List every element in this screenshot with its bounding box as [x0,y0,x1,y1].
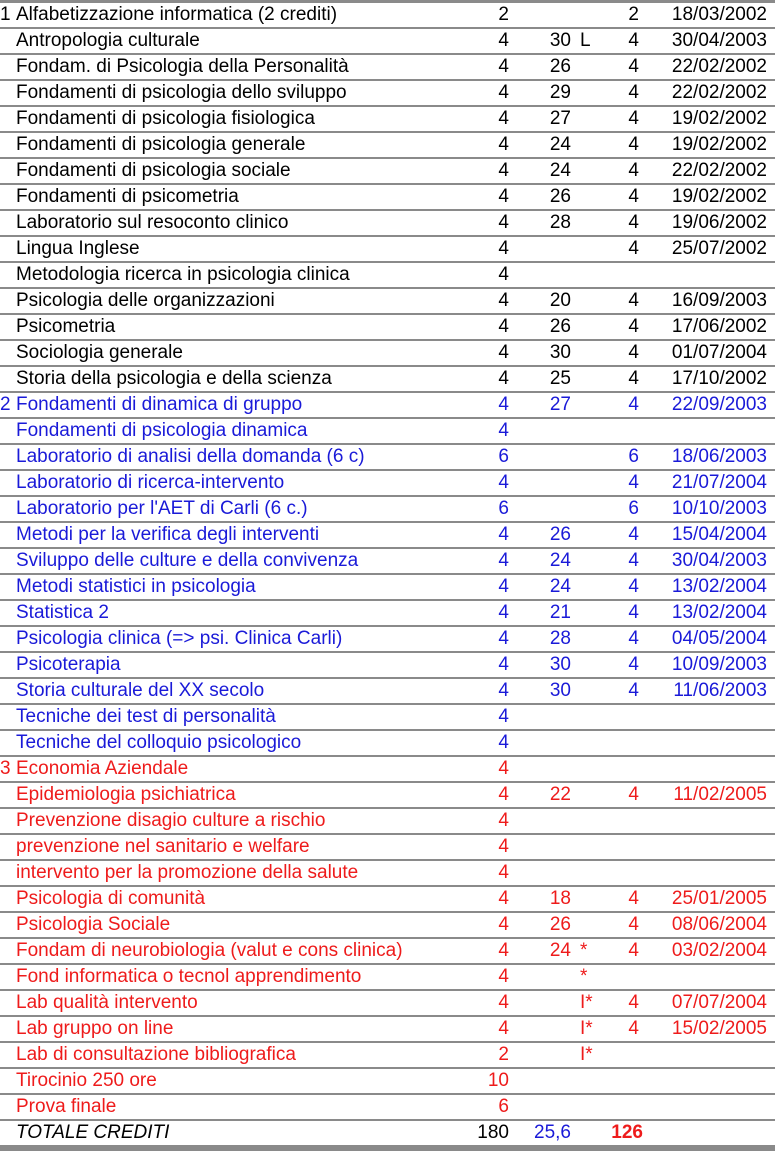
course-grade: 29 [549,82,571,103]
table-row [0,809,775,835]
course-name: Fondamenti di psicologia dello sviluppo [16,82,347,103]
course-name: Storia della psicologia e della scienza [16,368,332,389]
course-credits: 4 [498,810,509,831]
exam-date: 19/02/2002 [671,186,767,207]
exam-date: 18/06/2003 [671,446,767,467]
table-row [0,679,775,705]
course-grade: 26 [549,524,571,545]
table-row [0,705,775,731]
exam-date: 17/06/2002 [671,316,767,337]
course-name: Psicoterapia [16,654,121,675]
earned-credits: 126 [611,1122,643,1143]
earned-credits: 4 [628,784,639,805]
table-row [0,1095,775,1121]
average-grade: 25,6 [534,1122,571,1143]
exam-date: 07/07/2004 [671,992,767,1013]
table-row [0,913,775,939]
course-mark: I* [580,992,593,1013]
earned-credits: 4 [628,550,639,571]
course-grade: 30 [549,30,571,51]
course-grade: 24 [549,160,571,181]
course-grade: 27 [549,394,571,415]
table-row [0,991,775,1017]
exam-date: 21/07/2004 [671,472,767,493]
course-credits: 4 [498,732,509,753]
course-credits: 4 [498,628,509,649]
exam-date: 04/05/2004 [671,628,767,649]
table-row [0,263,775,289]
earned-credits: 4 [628,524,639,545]
exam-date: 22/02/2002 [671,160,767,181]
group-number: 3 [0,758,11,779]
table-row [0,939,775,965]
course-grade: 28 [549,628,571,649]
table-row [0,575,775,601]
table-row [0,497,775,523]
table-row [0,211,775,237]
course-credits: 4 [498,654,509,675]
course-name: Psicologia di comunità [16,888,206,909]
course-credits: 4 [498,836,509,857]
course-name: Prevenzione disagio culture a rischio [16,810,326,831]
course-grade: 26 [549,316,571,337]
table-row [0,601,775,627]
course-name: Fondamenti di psicologia dinamica [16,420,308,441]
exam-date: 10/10/2003 [671,498,767,519]
course-name: Fond informatica o tecnol apprendimento [16,966,362,987]
course-credits: 4 [498,550,509,571]
exam-date: 16/09/2003 [671,290,767,311]
course-credits: 4 [498,680,509,701]
earned-credits: 4 [628,82,639,103]
exam-date: 22/02/2002 [671,56,767,77]
course-credits: 2 [498,1044,509,1065]
course-name: Sociologia generale [16,342,183,363]
exam-date: 11/06/2003 [673,680,767,701]
course-grade: 30 [549,342,571,363]
table-row [0,29,775,55]
course-credits: 4 [498,524,509,545]
course-grade: 24 [549,940,571,961]
exam-date: 03/02/2004 [671,940,767,961]
table-row [0,1043,775,1069]
course-name: Laboratorio sul resoconto clinico [16,212,289,233]
table-row [0,393,775,419]
course-name: Fondam. di Psicologia della Personalità [16,56,349,77]
earned-credits: 2 [628,4,639,25]
course-credits: 6 [498,1096,509,1117]
course-name: Lab qualità intervento [16,992,198,1013]
exam-date: 22/02/2002 [671,82,767,103]
course-grade: 21 [549,602,571,623]
course-mark: I* [580,1018,593,1039]
course-grade: 18 [549,888,571,909]
table-row [0,835,775,861]
earned-credits: 4 [628,368,639,389]
course-grade: 24 [549,134,571,155]
total-label: TOTALE CREDITI [16,1122,170,1143]
table-row [0,419,775,445]
table-row [0,1017,775,1043]
course-name: Fondamenti di dinamica di gruppo [16,394,303,415]
course-mark: * [580,966,588,987]
table-row [0,341,775,367]
course-credits: 4 [498,888,509,909]
exam-date: 11/02/2005 [673,784,767,805]
course-grade: 22 [549,784,571,805]
course-credits: 4 [498,602,509,623]
exam-date: 18/03/2002 [671,4,767,25]
course-credits: 4 [498,316,509,337]
exam-date: 22/09/2003 [671,394,767,415]
exam-date: 15/02/2005 [671,1018,767,1039]
course-grade: 30 [549,680,571,701]
table-row [0,887,775,913]
earned-credits: 4 [628,914,639,935]
table-row [0,549,775,575]
course-credits: 4 [498,394,509,415]
table-row [0,757,775,783]
earned-credits: 4 [628,992,639,1013]
course-name: Prova finale [16,1096,117,1117]
course-name: Tirocinio 250 ore [16,1070,157,1091]
table-row [0,861,775,887]
course-name: Lab di consultazione bibliografica [16,1044,296,1065]
course-name: Laboratorio di ricerca-intervento [16,472,285,493]
earned-credits: 4 [628,316,639,337]
course-credits: 4 [498,862,509,883]
exam-date: 19/02/2002 [671,108,767,129]
exam-date: 25/07/2002 [671,238,767,259]
course-table [0,3,775,1121]
group-number: 1 [0,4,11,25]
earned-credits: 4 [628,888,639,909]
earned-credits: 4 [628,108,639,129]
course-name: Psicologia clinica (=> psi. Clinica Carli) [16,628,343,649]
course-credits: 10 [487,1070,509,1091]
course-name: Sviluppo delle culture e della convivenza [16,550,359,571]
table-row [0,81,775,107]
course-credits: 4 [498,914,509,935]
earned-credits: 4 [628,56,639,77]
exam-date: 08/06/2004 [671,914,767,935]
course-credits: 4 [498,784,509,805]
exam-date: 13/02/2004 [671,576,767,597]
course-credits: 4 [498,160,509,181]
course-name: Alfabetizzazione informatica (2 crediti) [16,4,338,25]
course-grade: 24 [549,550,571,571]
course-name: Fondamenti di psicologia sociale [16,160,291,181]
course-mark: I* [580,1044,593,1065]
earned-credits: 6 [628,498,639,519]
course-name: Economia Aziendale [16,758,189,779]
course-credits: 2 [498,4,509,25]
earned-credits: 4 [628,186,639,207]
earned-credits: 4 [628,680,639,701]
course-credits: 4 [498,134,509,155]
exam-date: 30/04/2003 [671,30,767,51]
course-grade: 27 [549,108,571,129]
course-name: Metodologia ricerca in psicologia clinica [16,264,350,285]
exam-date: 19/06/2002 [671,212,767,233]
course-name: Metodi statistici in psicologia [16,576,256,597]
course-name: Fondamenti di psicologia fisiologica [16,108,315,129]
course-credits: 4 [498,30,509,51]
course-name: Lab gruppo on line [16,1018,174,1039]
course-name: Tecniche del colloquio psicologico [16,732,302,753]
course-credits: 4 [498,238,509,259]
course-grade: 26 [549,186,571,207]
course-credits: 4 [498,472,509,493]
total-row [0,1121,775,1151]
earned-credits: 4 [628,160,639,181]
table-row [0,315,775,341]
course-credits: 4 [498,56,509,77]
course-credits: 4 [498,1018,509,1039]
course-grade: 26 [549,56,571,77]
table-row [0,107,775,133]
course-credits: 4 [498,264,509,285]
group-number: 2 [0,394,11,415]
exam-date: 01/07/2004 [671,342,767,363]
course-credits: 4 [498,82,509,103]
course-grade: 25 [549,368,571,389]
table-row [0,783,775,809]
course-name: Psicometria [16,316,116,337]
exam-date: 13/02/2004 [671,602,767,623]
earned-credits: 6 [628,446,639,467]
table-row [0,289,775,315]
total-credits: 180 [477,1122,509,1143]
course-credits: 4 [498,290,509,311]
earned-credits: 4 [628,1018,639,1039]
course-credits: 4 [498,420,509,441]
earned-credits: 4 [628,576,639,597]
course-grade: 24 [549,576,571,597]
course-name: Fondam di neurobiologia (valut e cons clinica) [16,940,403,961]
course-credits: 4 [498,758,509,779]
course-credits: 4 [498,576,509,597]
course-mark: L [580,30,591,51]
course-credits: 6 [498,498,509,519]
course-name: Epidemiologia psichiatrica [16,784,236,805]
exam-date: 10/09/2003 [671,654,767,675]
earned-credits: 4 [628,342,639,363]
table-row [0,237,775,263]
course-grade: 20 [549,290,571,311]
table-row [0,653,775,679]
earned-credits: 4 [628,940,639,961]
table-row [0,965,775,991]
course-name: Tecniche dei test di personalità [16,706,276,727]
table-row [0,523,775,549]
course-name: intervento per la promozione della salute [16,862,359,883]
course-credits: 6 [498,446,509,467]
course-name: Laboratorio per l'AET di Carli (6 c.) [16,498,308,519]
course-grade: 28 [549,212,571,233]
course-credits: 4 [498,368,509,389]
course-credits: 4 [498,212,509,233]
exam-date: 19/02/2002 [671,134,767,155]
table-row [0,731,775,757]
exam-date: 17/10/2002 [671,368,767,389]
course-name: Storia culturale del XX secolo [16,680,265,701]
table-row [0,133,775,159]
exam-date: 30/04/2003 [671,550,767,571]
course-grade: 26 [549,914,571,935]
course-name: Metodi per la verifica degli interventi [16,524,320,545]
course-credits: 4 [498,940,509,961]
course-name: Psicologia Sociale [16,914,171,935]
earned-credits: 4 [628,472,639,493]
course-name: Antropologia culturale [16,30,200,51]
course-credits: 4 [498,992,509,1013]
course-name: Statistica 2 [16,602,109,623]
table-row [0,3,775,29]
course-name: prevenzione nel sanitario e welfare [16,836,310,857]
earned-credits: 4 [628,394,639,415]
table-row [0,627,775,653]
earned-credits: 4 [628,134,639,155]
table-row [0,367,775,393]
earned-credits: 4 [628,602,639,623]
table-row [0,471,775,497]
exam-date: 15/04/2004 [671,524,767,545]
earned-credits: 4 [628,30,639,51]
earned-credits: 4 [628,238,639,259]
earned-credits: 4 [628,654,639,675]
course-credits: 4 [498,966,509,987]
course-name: Fondamenti di psicologia generale [16,134,306,155]
table-row [0,1069,775,1095]
table-row [0,185,775,211]
exam-date: 25/01/2005 [671,888,767,909]
course-credits: 4 [498,342,509,363]
earned-credits: 4 [628,628,639,649]
table-row [0,445,775,471]
course-name: Psicologia delle organizzazioni [16,290,275,311]
earned-credits: 4 [628,212,639,233]
course-mark: * [580,940,588,961]
course-credits: 4 [498,108,509,129]
course-name: Laboratorio di analisi della domanda (6 c) [16,446,365,467]
table-row [0,55,775,81]
course-credits: 4 [498,706,509,727]
table-row [0,159,775,185]
course-credits: 4 [498,186,509,207]
course-grade: 30 [549,654,571,675]
earned-credits: 4 [628,290,639,311]
course-name: Fondamenti di psicometria [16,186,239,207]
course-name: Lingua Inglese [16,238,140,259]
